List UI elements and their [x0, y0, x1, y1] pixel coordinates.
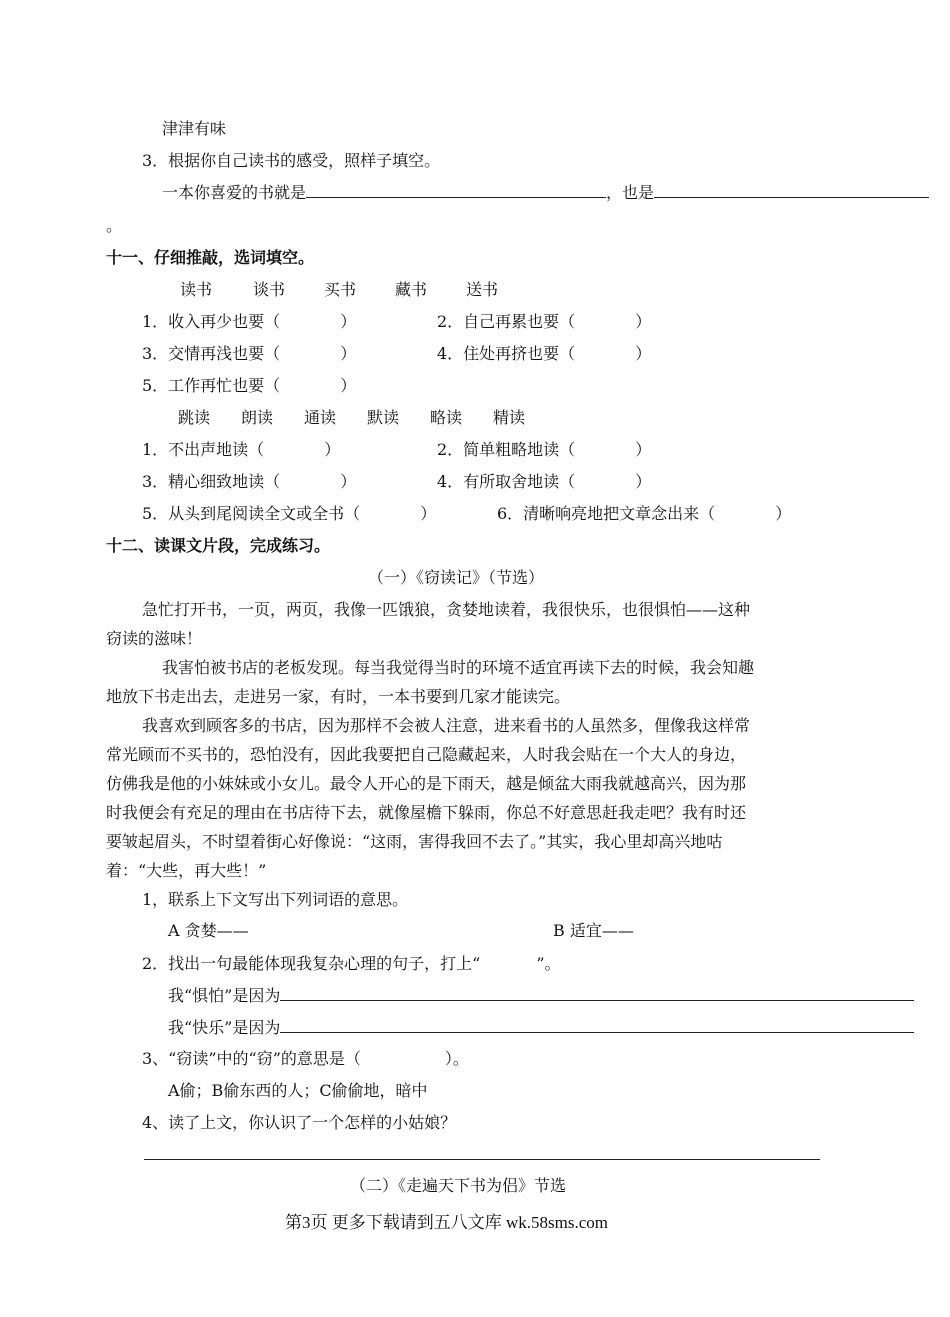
question-4: 4、读了上文，你认识了一个怎样的小姑娘？: [142, 1113, 457, 1132]
text-line: 津津有味: [162, 119, 227, 138]
item-text: 3．精心细致地读（: [142, 472, 281, 491]
question-text: 2．找出一句最能体现我复杂心理的句子，打上“: [142, 954, 481, 973]
passage-1-title: （一）《窃读记》（节选）: [368, 568, 545, 587]
close-paren: ）: [324, 440, 341, 459]
question-3-options: A偷；B偷东西的人；C偷偷地，暗中: [168, 1081, 428, 1100]
passage-line: 我喜欢到顾客多的书店，因为那样不会被人注意，进来看书的人虽然多，俚像我这样常: [142, 716, 751, 735]
item-text: 5．工作再忙也要（: [142, 376, 281, 395]
fill-item: [437, 440, 651, 460]
item-text: 2．简单粗略地读（: [437, 440, 576, 459]
fill-item: [497, 504, 791, 524]
word-option: 藏书: [395, 280, 428, 299]
item-text: 1．不出声地读（: [142, 440, 265, 459]
question-text: 3、“窃读”中的“窃”的意思是（: [142, 1049, 361, 1068]
answer-line[interactable]: [144, 1159, 820, 1160]
question-2: [142, 954, 561, 974]
fill-item: [142, 376, 356, 396]
word-option: 跳读: [178, 408, 211, 427]
word-option: 送书: [466, 280, 499, 299]
passage-line: 时我便会有充足的理由在书店待下去，就像屋檐下躲雨，你总不好意思赶我走吧？我有时还: [106, 803, 747, 822]
fill-end: 。: [106, 216, 123, 235]
passage-line: 着：“大些，再大些！”: [106, 861, 267, 880]
item-text: 1．收入再少也要（: [142, 312, 281, 331]
answer-blank[interactable]: [280, 1018, 914, 1033]
question-2a: [168, 986, 914, 1006]
word-bank-2: [178, 408, 525, 428]
passage-line: 地放下书走出去，走进另一家，有时，一本书要到几家才能读完。: [106, 687, 571, 706]
question-1a: A 贪婪——: [168, 921, 249, 940]
passage-line: 仿佛我是他的小妹妹或小女儿。最令人开心的是下雨天，越是倾盆大雨我就越高兴，因为那: [106, 774, 747, 793]
question-2b: [168, 1018, 914, 1038]
close-paren: ）: [635, 440, 652, 459]
close-paren: ）: [635, 472, 652, 491]
fill-item: [437, 472, 651, 492]
item-text: 5．从头到尾阅读全文或全书（: [142, 504, 361, 523]
word-option: 朗读: [241, 408, 274, 427]
fill-item: [142, 504, 436, 524]
word-option: 通读: [304, 408, 337, 427]
close-paren: ）: [340, 472, 357, 491]
fill-prefix: 一本你喜爱的书就是: [162, 183, 307, 202]
section-12-title: 十二、读课文片段，完成练习。: [106, 536, 331, 555]
question-text: 我“惧怕”是因为: [168, 986, 281, 1005]
word-bank-1: [180, 280, 498, 300]
fill-item: [142, 312, 356, 332]
fill-item: [142, 472, 356, 492]
question-3: [142, 1049, 469, 1069]
item-text: 4．有所取舍地读（: [437, 472, 576, 491]
item-text: 2．自己再累也要（: [437, 312, 576, 331]
close-paren: ）: [340, 312, 357, 331]
answer-blank[interactable]: [280, 986, 914, 1001]
close-paren: ）: [420, 504, 437, 523]
close-paren: ）: [635, 344, 652, 363]
passage-2-title: （二）《走遍天下书为侣》节选: [350, 1176, 567, 1195]
close-paren: ）: [340, 344, 357, 363]
fill-item: [142, 344, 356, 364]
answer-blank[interactable]: [654, 183, 929, 198]
passage-line: 窃读的滋味！: [106, 629, 203, 648]
question-1b: B 适宜——: [553, 921, 634, 940]
passage-line: 我害怕被书店的老板发现。每当我觉得当时的环境不适宜再读下去的时候，我会知趣: [162, 658, 755, 677]
page-footer: 第3页 更多下载请到五八文库 wk.58sms.com: [285, 1213, 608, 1232]
close-paren: ）: [635, 312, 652, 331]
item-text: 3．交情再浅也要（: [142, 344, 281, 363]
word-option: 读书: [180, 280, 213, 299]
section-11-title: 十一、仔细推敲，选词填空。: [106, 248, 315, 267]
question-text: 我“快乐”是因为: [168, 1018, 281, 1037]
fill-item: [437, 344, 651, 364]
close-paren: ）: [775, 504, 792, 523]
passage-line: 急忙打开书，一页，两页，我像一匹饿狼，贪婪地读着，我很快乐，也很惧怕——这种: [142, 600, 751, 619]
word-option: 默读: [367, 408, 400, 427]
close-paren: ）: [340, 376, 357, 395]
word-option: 谈书: [253, 280, 286, 299]
question-end: ）。: [444, 1049, 469, 1068]
question-1: 1，联系上下文写出下列词语的意思。: [142, 890, 409, 909]
passage-line: 常光顾而不买书的，恐怕没有，因此我要把自己隐藏起来，人时我会贴在一个大人的身边，: [106, 745, 747, 764]
passage-line: 要皱起眉头，不时望着街心好像说：“这雨，害得我回不去了。”其实，我心里却高兴地咕: [106, 832, 723, 851]
question-3: 3．根据你自己读书的感受，照样子填空。: [142, 151, 441, 170]
answer-blank[interactable]: [306, 183, 606, 198]
word-option: 买书: [324, 280, 357, 299]
fill-item: [142, 440, 340, 460]
fill-middle: ，也是: [606, 183, 655, 202]
fill-item: [437, 312, 651, 332]
fill-line: [162, 183, 929, 203]
question-end: ”。: [536, 954, 561, 973]
word-option: 精读: [493, 408, 526, 427]
word-option: 略读: [430, 408, 463, 427]
item-text: 4．住处再挤也要（: [437, 344, 576, 363]
item-text: 6．清晰响亮地把文章念出来（: [497, 504, 716, 523]
